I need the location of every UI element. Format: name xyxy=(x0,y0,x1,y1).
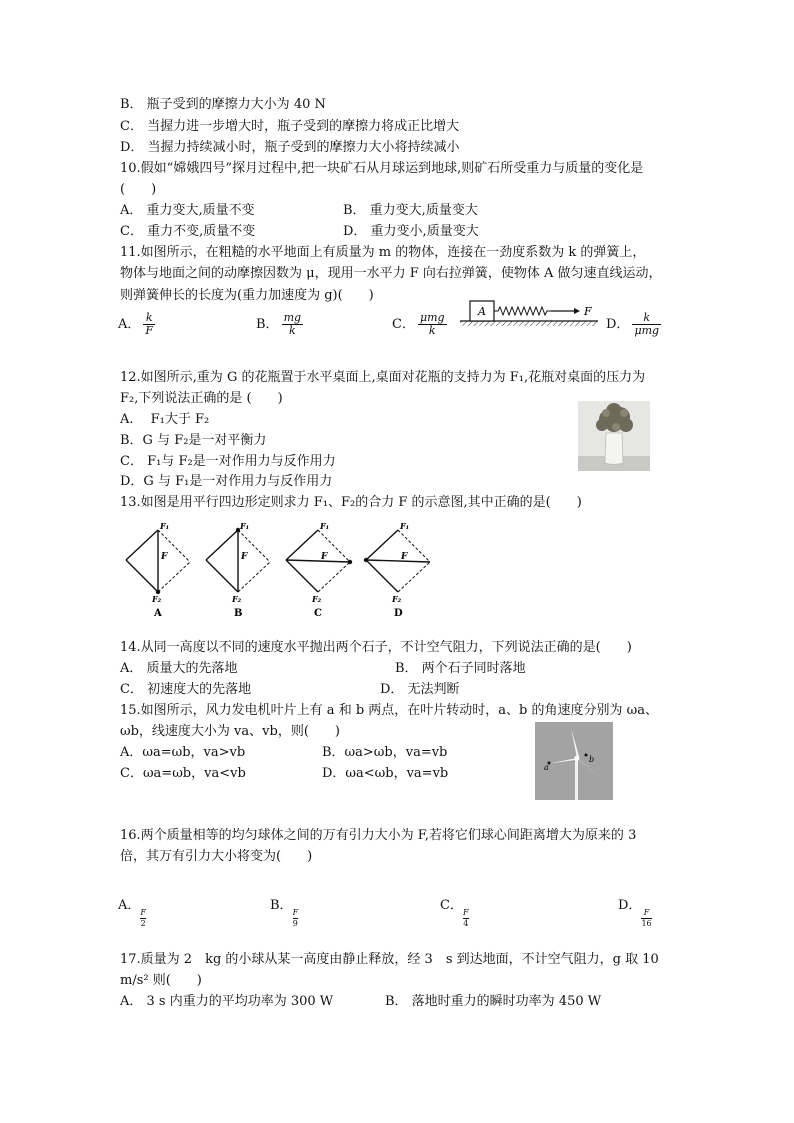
q16-option-b: B． $\frac{F}{9}$ xyxy=(270,898,299,928)
q10-option-c: C． 重力不变,质量不变 xyxy=(120,224,256,239)
q14-option-a: A． 质量大的先落地 xyxy=(120,661,238,676)
q14-stem: 14.从同一高度以不同的速度水平抛出两个石子，不计空气阻力，下列说法正确的是( ) xyxy=(120,640,632,655)
turbine-tower xyxy=(575,760,578,800)
diagram-c-dashed-side-2 xyxy=(318,562,350,592)
q15-stem-line2: ωb，线速度大小为 va、vb，则( ) xyxy=(120,724,340,739)
q16-option-c: C． $\frac{F}{4}$ xyxy=(440,898,469,928)
diagram-b-f-label: F xyxy=(241,552,248,562)
diagram-a-f2-vector xyxy=(126,560,158,592)
diagram-c-resultant-head xyxy=(348,560,352,564)
diagram-d-caption: D xyxy=(394,608,403,619)
q9-option-c: C． 当握力进一步增大时，瓶子受到的摩擦力将成正比增大 xyxy=(120,119,460,134)
diagram-b-f2-label: F₂ xyxy=(232,594,242,604)
q11-option-a: A． $\frac{k}{F}$ xyxy=(118,311,154,337)
diagram-a-dashed-side-2 xyxy=(158,562,190,592)
q17-option-a: A． 3 s 内重力的平均功率为 300 W xyxy=(120,994,334,1009)
ground-hatch xyxy=(460,321,598,326)
diagram-c-resultant xyxy=(286,560,350,562)
point-a-label: a xyxy=(544,763,549,772)
force-arrowhead xyxy=(574,308,580,314)
force-label: F xyxy=(584,305,592,318)
diagram-b-caption: B xyxy=(234,608,243,619)
q10-option-a: A． 重力变大,质量不变 xyxy=(120,203,255,218)
q9-option-d: D． 当握力持续减小时，瓶子受到的摩擦力大小将持续减小 xyxy=(120,140,460,155)
q17-option-b: B． 落地时重力的瞬时功率为 450 W xyxy=(385,994,602,1009)
q13-stem: 13.如图是用平行四边形定则求力 F₁、F₂的合力 F 的示意图,其中正确的是( ) xyxy=(120,495,582,510)
q12-stem-line2: F₂,下列说法正确的是 ( ) xyxy=(120,391,283,406)
q16-stem-line2: 倍，其万有引力大小将变为( ) xyxy=(120,849,313,864)
q11-option-d: D． $\frac{k}{\text{μmg}}$ xyxy=(606,311,660,337)
q16-option-d: D． $\frac{F}{16}$ xyxy=(618,898,652,928)
diagram-c-f2-label: F₂ xyxy=(312,594,322,604)
q11-stem-line2: 物体与地面之间的动摩擦因数为 μ，现用一水平力 F 向右拉弹簧，使物体 A 做匀速直线运动， xyxy=(120,266,662,281)
q9-option-b: B． 瓶子受到的摩擦力大小为 40 N xyxy=(120,97,326,112)
diagram-c-f2-vector xyxy=(286,560,318,592)
q15-option-a: A．ωa=ωb，va>vb xyxy=(120,745,246,760)
point-b xyxy=(585,754,588,757)
q11-option-c: C． $\frac{\text{μmg}}{k}$ xyxy=(392,311,445,337)
diagram-a-f2-label: F₂ xyxy=(152,594,162,604)
diagram-a-caption: A xyxy=(154,608,162,619)
diagram-d-resultant xyxy=(366,560,430,562)
diagram-d-f2-label: F₂ xyxy=(392,594,402,604)
q15-option-d: D．ωa<ωb，va=vb xyxy=(322,766,449,781)
q14-option-b: B． 两个石子同时落地 xyxy=(395,661,526,676)
diagram-c-caption: C xyxy=(314,608,322,619)
vase xyxy=(605,433,623,465)
diagram-b-f2-vector xyxy=(206,560,238,592)
q12-option-d: D．G 与 F₁是一对作用力与反作用力 xyxy=(120,474,333,489)
diagram-a-f1-label: F₁ xyxy=(160,521,170,531)
q12-option-b: B．G 与 F₂是一对平衡力 xyxy=(120,433,267,448)
diagram-c-f1-label: F₁ xyxy=(320,521,330,531)
q12-option-c: C． F₁与 F₂是一对作用力与反作用力 xyxy=(120,454,336,469)
diagram-d-resultant-head xyxy=(364,558,368,562)
spring xyxy=(494,307,551,315)
wind-turbine-photo xyxy=(535,722,613,800)
diagram-a-f1-vector xyxy=(126,530,158,560)
q12-stem-line1: 12.如图所示,重为 G 的花瓶置于水平桌面上,桌面对花瓶的支持力为 F₁,花瓶对桌面的压力为 xyxy=(120,370,646,385)
diagram-c-f1-vector xyxy=(286,530,318,560)
diagram-a-f-label: F xyxy=(161,552,168,562)
q10-stem: 10.假如“嫦娥四号”探月过程中,把一块矿石从月球运到地球,则矿石所受重力与质量的变化是 xyxy=(120,161,644,176)
diagram-d-f-label: F xyxy=(401,552,408,562)
q11-stem-line3: 则弹簧伸长的长度为(重力加速度为 g)( ) xyxy=(120,288,374,303)
diagram-d-dashed-side-2 xyxy=(398,562,430,592)
q16-stem-line1: 16.两个质量相等的均匀球体之间的万有引力大小为 F,若将它们球心间距离增大为原来的 3 xyxy=(120,828,637,843)
diagram-d-f2-vector xyxy=(366,560,398,592)
q16-option-a: A． $\frac{F}{2}$ xyxy=(118,898,146,928)
diagram-d-f1-label: F₁ xyxy=(400,521,410,531)
diagram-c-f-label: F xyxy=(321,552,328,562)
q10-option-b: B． 重力变大,质量变大 xyxy=(343,203,478,218)
q17-stem-line2: m/s² 则( ) xyxy=(120,973,202,988)
diagram-b-f1-label: F₁ xyxy=(240,521,250,531)
q17-stem-line1: 17.质量为 2 kg 的小球从某一高度由静止释放，经 3 s 到达地面，不计空气阻力，g 取 10 xyxy=(120,952,659,967)
q15-option-b: B．ωa>ωb，va=vb xyxy=(322,745,448,760)
block-a-label: A xyxy=(478,305,486,318)
q10-paren: ( ) xyxy=(120,182,157,197)
q11-spring-figure xyxy=(458,296,600,328)
q14-option-d: D． 无法判断 xyxy=(380,682,460,697)
vase-photo xyxy=(578,401,650,471)
diagram-d-f1-vector xyxy=(366,530,398,560)
point-b-label: b xyxy=(589,755,595,764)
q14-option-c: C． 初速度大的先落地 xyxy=(120,682,252,697)
q13-figures xyxy=(118,520,430,620)
q11-option-b: B． $\frac{mg}{k}$ xyxy=(256,311,302,337)
diagram-b-f1-vector xyxy=(206,530,238,560)
q15-option-c: C．ωa=ωb，va<vb xyxy=(120,766,246,781)
q12-option-a: A. F₁大于 F₂ xyxy=(120,412,210,427)
q11-stem-line1: 11.如图所示，在粗糙的水平地面上有质量为 m 的物体，连接在一劲度系数为 k 的弹簧上， xyxy=(120,245,646,260)
q15-stem-line1: 15.如图所示，风力发电机叶片上有 a 和 b 两点，在叶片转动时，a、b 的角速度分别为 ωa、 xyxy=(120,703,658,718)
diagram-b-dashed-side-2 xyxy=(238,562,270,592)
q10-option-d: D． 重力变小,质量变大 xyxy=(343,224,479,239)
